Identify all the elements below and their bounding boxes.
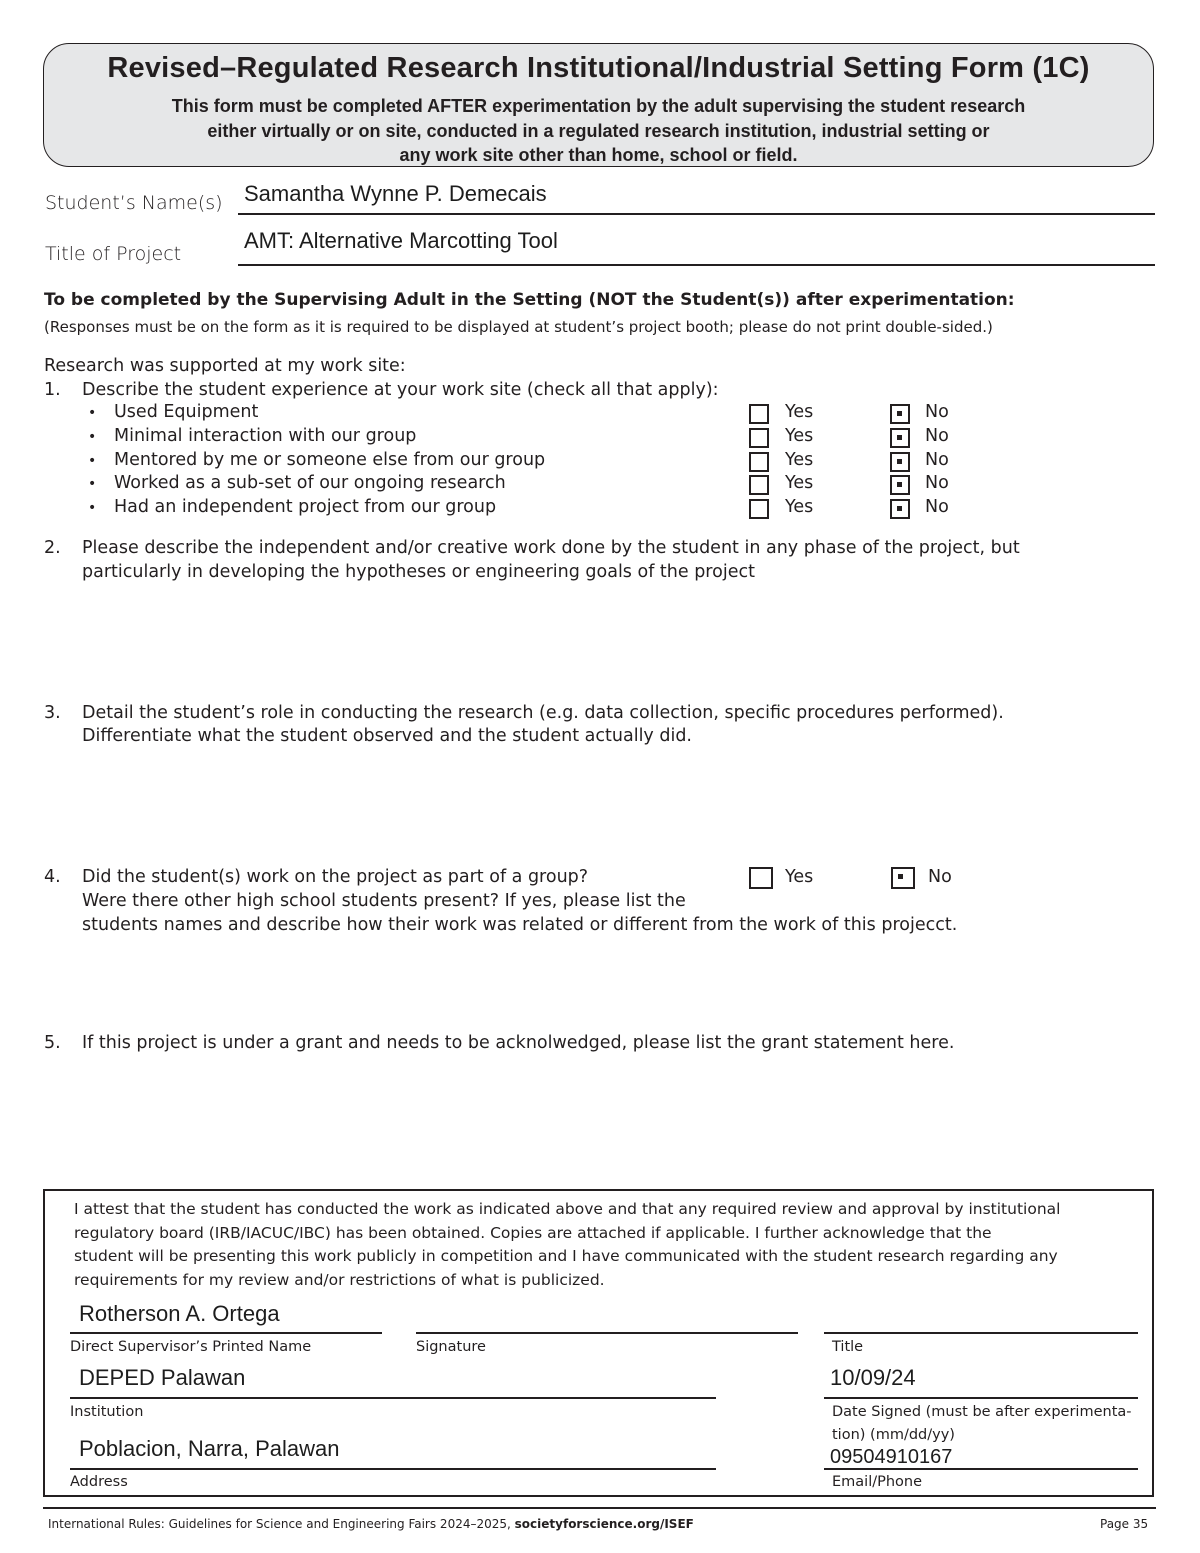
q1-no-checkbox[interactable] (890, 452, 910, 472)
q4-number: 4. (44, 867, 61, 887)
q5-answer-area[interactable] (82, 1062, 1152, 1172)
q2-number: 2. (44, 538, 61, 558)
date-underline (824, 1397, 1138, 1399)
bullet: • (88, 476, 97, 492)
attestation-line: regulatory board (IRB/IACUC/IBC) has been obtained. Copies are attached if applicable. I further acknowledge that the (74, 1223, 992, 1242)
date-label: Date Signed (must be after experimenta- (832, 1404, 1132, 1420)
q1-row (0, 497, 1200, 521)
subtitle-line: This form must be completed AFTER experimentation by the adult supervising the student research (171, 96, 1026, 116)
project-title-underline (238, 264, 1155, 266)
title-label: Title (832, 1339, 864, 1355)
attestation-line: student will be presenting this work publicly in competition and I have communicated with the student research regarding any (74, 1247, 1058, 1266)
form-title: Revised–Regulated Research Institutional/Industrial Setting Form (1C) (107, 52, 1090, 84)
q1-no-checkbox[interactable] (890, 475, 910, 495)
no-label: No (928, 867, 952, 887)
q5-number: 5. (44, 1033, 61, 1053)
project-title-field[interactable]: AMT: Alternative Marcotting Tool (244, 228, 558, 253)
subtitle-line: either virtually or on site, conducted in a regulated research institution, industrial setting or (207, 120, 990, 141)
q2-line: Please describe the independent and/or creative work done by the student in any phase of the project, but (82, 538, 1020, 558)
attestation-line: I attest that the student has conducted the work as indicated above and that any required review and approval by institutional (74, 1200, 1061, 1218)
supervisor-label: Direct Supervisor’s Printed Name (70, 1339, 312, 1355)
title-underline (824, 1332, 1138, 1334)
yes-label: Yes (785, 867, 814, 887)
q1-item-label: Used Equipment (114, 402, 259, 422)
no-label: No (925, 473, 949, 493)
q3-answer-area[interactable] (82, 754, 1152, 859)
footer-citation: International Rules: Guidelines for Science and Engineering Fairs 2024–2025, (48, 1517, 511, 1531)
signature-field[interactable] (416, 1300, 796, 1330)
q1-number: 1. (44, 380, 61, 400)
yes-label: Yes (785, 497, 814, 517)
student-name-field[interactable]: Samantha Wynne P. Demecais (244, 181, 547, 206)
q1-row (0, 473, 1200, 497)
q1-no-checkbox[interactable] (890, 428, 910, 448)
phone-field[interactable]: 09504910167 (830, 1446, 953, 1468)
q1-yes-checkbox[interactable] (749, 499, 769, 519)
q1-item-label: Had an independent project from our group (114, 497, 497, 517)
q1-text: Describe the student experience at your work site (check all that apply): (82, 380, 719, 400)
q3-line: Detail the student’s role in conducting the research (e.g. data collection, specific procedures performed). (82, 703, 1004, 723)
q4-line: students names and describe how their work was related or different from the work of this projecct. (82, 915, 958, 935)
institution-label: Institution (70, 1404, 144, 1420)
no-label: No (925, 450, 949, 470)
signature-underline (416, 1332, 798, 1334)
footer-text (48, 1517, 694, 1531)
q2-answer-area[interactable] (82, 590, 1152, 695)
instructions-note: (Responses must be on the form as it is required to be displayed at student’s project booth; please do not print double-sided.) (44, 318, 993, 336)
q1-no-checkbox[interactable] (890, 499, 910, 519)
bullet: • (88, 429, 97, 445)
date-label: tion) (mm/dd/yy) (832, 1427, 955, 1443)
q1-yes-checkbox[interactable] (749, 404, 769, 424)
q4-yes-checkbox[interactable] (749, 867, 773, 889)
signature-label: Signature (416, 1339, 486, 1355)
bullet: • (88, 453, 97, 469)
bullet: • (88, 500, 97, 516)
q1-row (0, 402, 1200, 426)
q1-row (0, 450, 1200, 474)
q3-number: 3. (44, 703, 61, 723)
q5-text: If this project is under a grant and needs to be acknolwedged, please list the grant statement here. (82, 1033, 955, 1053)
q1-item-label: Mentored by me or someone else from our group (114, 450, 546, 470)
phone-underline (824, 1468, 1138, 1470)
form-header (43, 43, 1154, 167)
q3-line: Differentiate what the student observed and the student actually did. (82, 726, 692, 746)
attestation-line: requirements for my review and/or restrictions of what is publicized. (74, 1271, 605, 1290)
q1-yes-checkbox[interactable] (749, 452, 769, 472)
page-number: Page 35 (1100, 1517, 1149, 1531)
address-label: Address (70, 1474, 128, 1490)
q1-yes-checkbox[interactable] (749, 428, 769, 448)
footer-link[interactable]: societyforscience.org/ISEF (514, 1517, 694, 1531)
yes-label: Yes (785, 473, 814, 493)
no-label: No (925, 497, 949, 517)
yes-label: Yes (785, 426, 814, 446)
attestation-text (74, 1198, 1060, 1293)
q1-yes-checkbox[interactable] (749, 475, 769, 495)
date-signed-field[interactable]: 10/09/24 (830, 1365, 916, 1390)
q1-row (0, 426, 1200, 450)
form-subtitle (44, 94, 1153, 168)
footer-rule (43, 1507, 1156, 1509)
bullet: • (88, 405, 97, 421)
no-label: No (925, 426, 949, 446)
yes-label: Yes (785, 450, 814, 470)
project-title-label: Title of Project (45, 243, 182, 265)
student-name-label: Student’s Name(s) (45, 192, 223, 214)
supervisor-underline (70, 1332, 382, 1334)
instructions-heading: To be completed by the Supervising Adult in the Setting (NOT the Student(s)) after experimentation: (44, 290, 1015, 310)
q4-line: Did the student(s) work on the project as part of a group? (82, 867, 589, 887)
address-field[interactable]: Poblacion, Narra, Palawan (79, 1436, 340, 1461)
yes-label: Yes (785, 402, 814, 422)
q1-item-label: Minimal interaction with our group (114, 426, 417, 446)
student-name-underline (238, 213, 1155, 215)
research-intro: Research was supported at my work site: (44, 356, 406, 376)
institution-underline (70, 1397, 716, 1399)
q4-no-checkbox[interactable] (891, 867, 915, 889)
q1-item-label: Worked as a sub-set of our ongoing research (114, 473, 506, 493)
address-underline (70, 1468, 716, 1470)
subtitle-line: any work site other than home, school or field. (399, 145, 798, 165)
q2-line: particularly in developing the hypotheses or engineering goals of the project (82, 562, 755, 582)
no-label: No (925, 402, 949, 422)
email-phone-label: Email/Phone (832, 1474, 923, 1490)
institution-field[interactable]: DEPED Palawan (79, 1365, 246, 1390)
supervisor-name-field[interactable]: Rotherson A. Ortega (79, 1301, 280, 1326)
q4-line: Were there other high school students present? If yes, please list the (82, 891, 686, 911)
q1-no-checkbox[interactable] (890, 404, 910, 424)
